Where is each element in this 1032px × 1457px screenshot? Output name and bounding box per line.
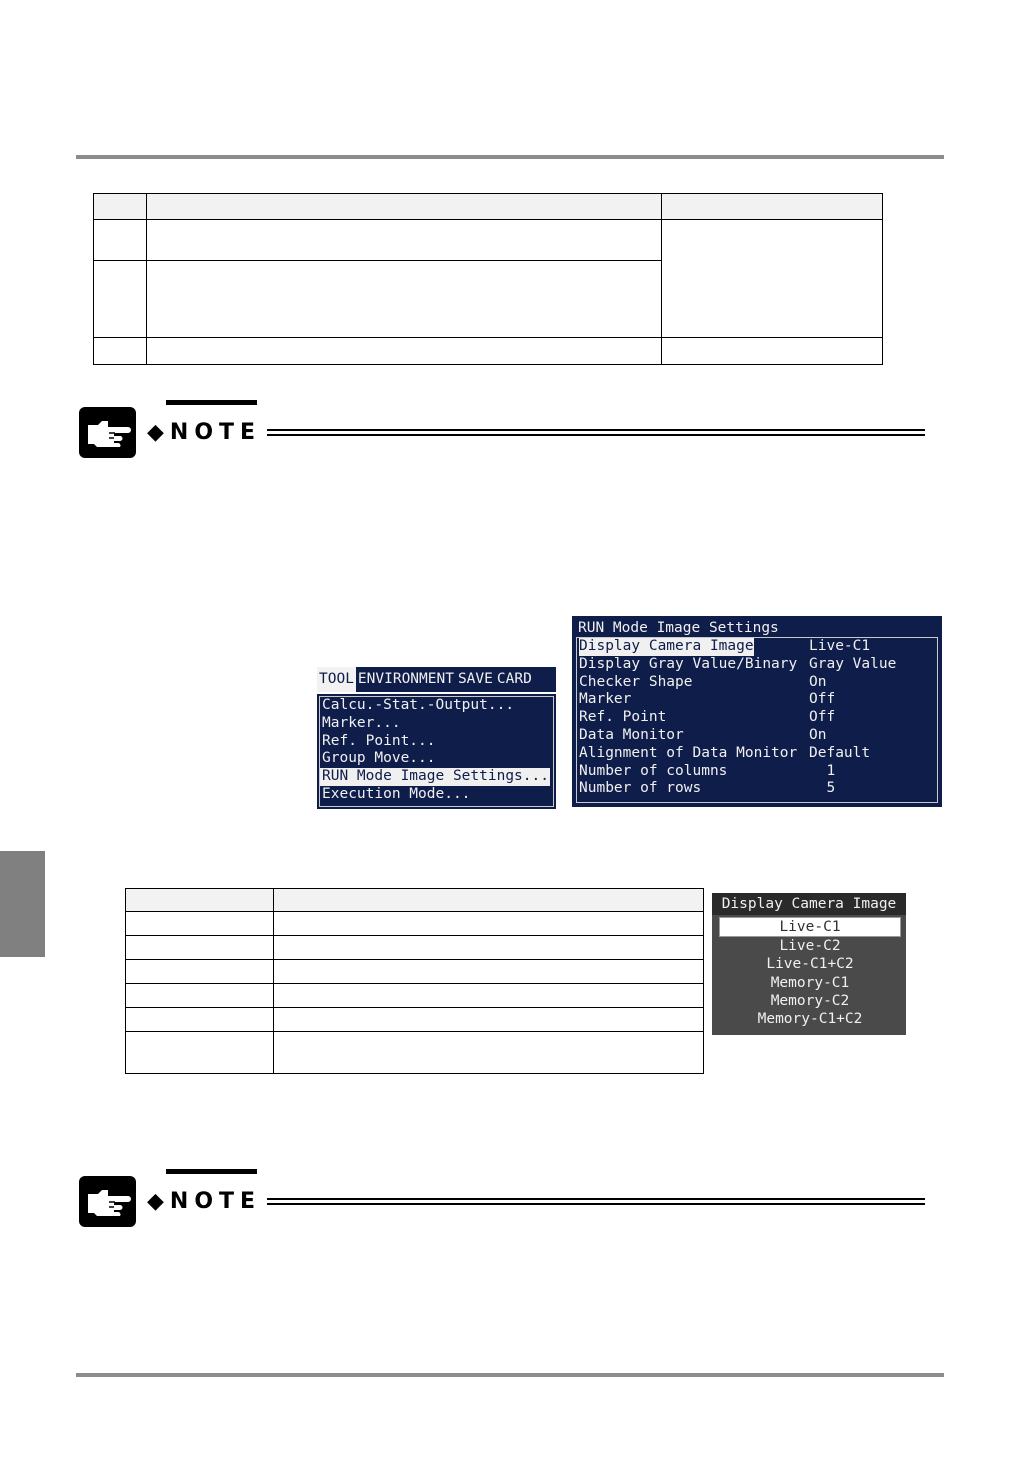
- setting-value: Default: [809, 744, 871, 761]
- setting-row[interactable]: [577, 674, 937, 692]
- note-heading: [147, 1189, 261, 1214]
- run-mode-image-settings-screenshot: [572, 616, 942, 807]
- display-camera-image-screenshot: [712, 893, 906, 1035]
- lcd-menubar: [317, 667, 556, 692]
- note-block: [79, 1169, 929, 1225]
- pointing-hand-icon: [79, 1176, 136, 1227]
- setting-value: On: [809, 726, 827, 743]
- setting-label: Number of rows: [579, 780, 702, 797]
- header-rule: [76, 155, 944, 159]
- setting-row[interactable]: [577, 691, 937, 709]
- table-cell: [126, 912, 274, 936]
- table-header-cell: [126, 889, 274, 912]
- setting-row[interactable]: [577, 638, 937, 656]
- setting-label: Display Camera Image: [579, 638, 754, 654]
- table-cell: [662, 220, 883, 338]
- setting-value: Off: [809, 691, 836, 708]
- setting-value: Off: [809, 709, 836, 726]
- note-heading: [147, 420, 261, 445]
- setting-label: Alignment of Data Monitor: [579, 744, 798, 761]
- menu-item-execution-mode[interactable]: Execution Mode...: [322, 785, 471, 802]
- table-cell: [147, 338, 662, 365]
- top-table: [93, 193, 883, 365]
- table-cell: [126, 936, 274, 960]
- note-top-bar: [166, 1169, 257, 1174]
- table-cell: [126, 984, 274, 1008]
- camera-option-memory-c1-c2[interactable]: Memory-C1+C2: [757, 1010, 863, 1027]
- note-double-line: [267, 1198, 925, 1205]
- camera-panel-title: Display Camera Image: [712, 893, 906, 915]
- table-cell: [274, 912, 704, 936]
- table-cell: [147, 220, 662, 261]
- table-header-cell: [147, 194, 662, 220]
- note-double-line: [267, 429, 925, 436]
- setting-label: Number of columns: [579, 762, 728, 779]
- menu-item-marker[interactable]: Marker...: [322, 714, 401, 731]
- setting-label: Marker: [579, 691, 632, 708]
- camera-image-table: [125, 888, 704, 1074]
- camera-option-memory-c2[interactable]: Memory-C2: [770, 992, 850, 1009]
- table-cell: [274, 1008, 704, 1032]
- setting-label: Checker Shape: [579, 673, 693, 690]
- setting-row[interactable]: [577, 656, 937, 674]
- table-cell: [126, 1032, 274, 1074]
- diamond-icon: ◆: [147, 420, 170, 445]
- menu-item-run-mode-image-settings[interactable]: RUN Mode Image Settings...: [322, 768, 549, 785]
- setting-value: Live-C1: [809, 638, 871, 654]
- menubar-item-card[interactable]: CARD: [496, 671, 532, 687]
- table-cell: [94, 220, 147, 261]
- setting-value: On: [809, 673, 827, 690]
- run-mode-panel-title: RUN Mode Image Settings: [578, 620, 779, 636]
- setting-value: 5: [809, 780, 836, 797]
- table-cell: [274, 960, 704, 984]
- setting-value: Gray Value: [809, 655, 897, 672]
- chapter-side-tab: [0, 851, 45, 957]
- setting-label: Display Gray Value/Binary: [579, 655, 798, 672]
- table-header-cell: [274, 889, 704, 912]
- table-cell: [274, 1032, 704, 1074]
- camera-option-live-c1-c2[interactable]: Live-C1+C2: [766, 956, 854, 973]
- table-cell: [126, 1008, 274, 1032]
- setting-row[interactable]: [577, 727, 937, 745]
- menu-item-group-move[interactable]: Group Move...: [322, 750, 436, 767]
- pointing-hand-icon: [79, 407, 136, 458]
- table-cell: [147, 261, 662, 338]
- note-label: NOTE: [169, 420, 262, 445]
- menubar-item-environment[interactable]: ENVIRONMENT: [357, 671, 454, 687]
- setting-label: Ref. Point: [579, 709, 667, 726]
- setting-row[interactable]: [577, 780, 937, 798]
- footer-rule: [76, 1373, 944, 1377]
- table-cell: [274, 936, 704, 960]
- setting-label: Data Monitor: [579, 726, 684, 743]
- menu-item-calcu-stat-output[interactable]: Calcu.-Stat.-Output...: [322, 697, 515, 713]
- camera-option-live-c1[interactable]: Live-C1: [719, 917, 901, 937]
- menubar-item-tool[interactable]: TOOL: [317, 667, 356, 692]
- menubar-item-save[interactable]: SAVE: [457, 671, 493, 687]
- note-top-bar: [166, 400, 257, 405]
- table-cell: [274, 984, 704, 1008]
- camera-option-live-c2[interactable]: Live-C2: [779, 938, 841, 955]
- note-block: [79, 400, 929, 456]
- table-header-cell: [662, 194, 883, 220]
- table-cell: [94, 338, 147, 365]
- table-cell: [126, 960, 274, 984]
- setting-value: 1: [809, 762, 836, 779]
- menu-item-ref-point[interactable]: Ref. Point...: [322, 732, 436, 749]
- setting-row[interactable]: [577, 745, 937, 763]
- camera-option-memory-c1[interactable]: Memory-C1: [770, 974, 850, 991]
- table-header-cell: [94, 194, 147, 220]
- setting-row[interactable]: [577, 709, 937, 727]
- note-label: NOTE: [169, 1189, 262, 1214]
- table-cell: [94, 261, 147, 338]
- diamond-icon: ◆: [147, 1189, 170, 1214]
- setting-row[interactable]: [577, 763, 937, 781]
- table-cell: [662, 338, 883, 365]
- tool-menu-screenshot: [317, 694, 556, 809]
